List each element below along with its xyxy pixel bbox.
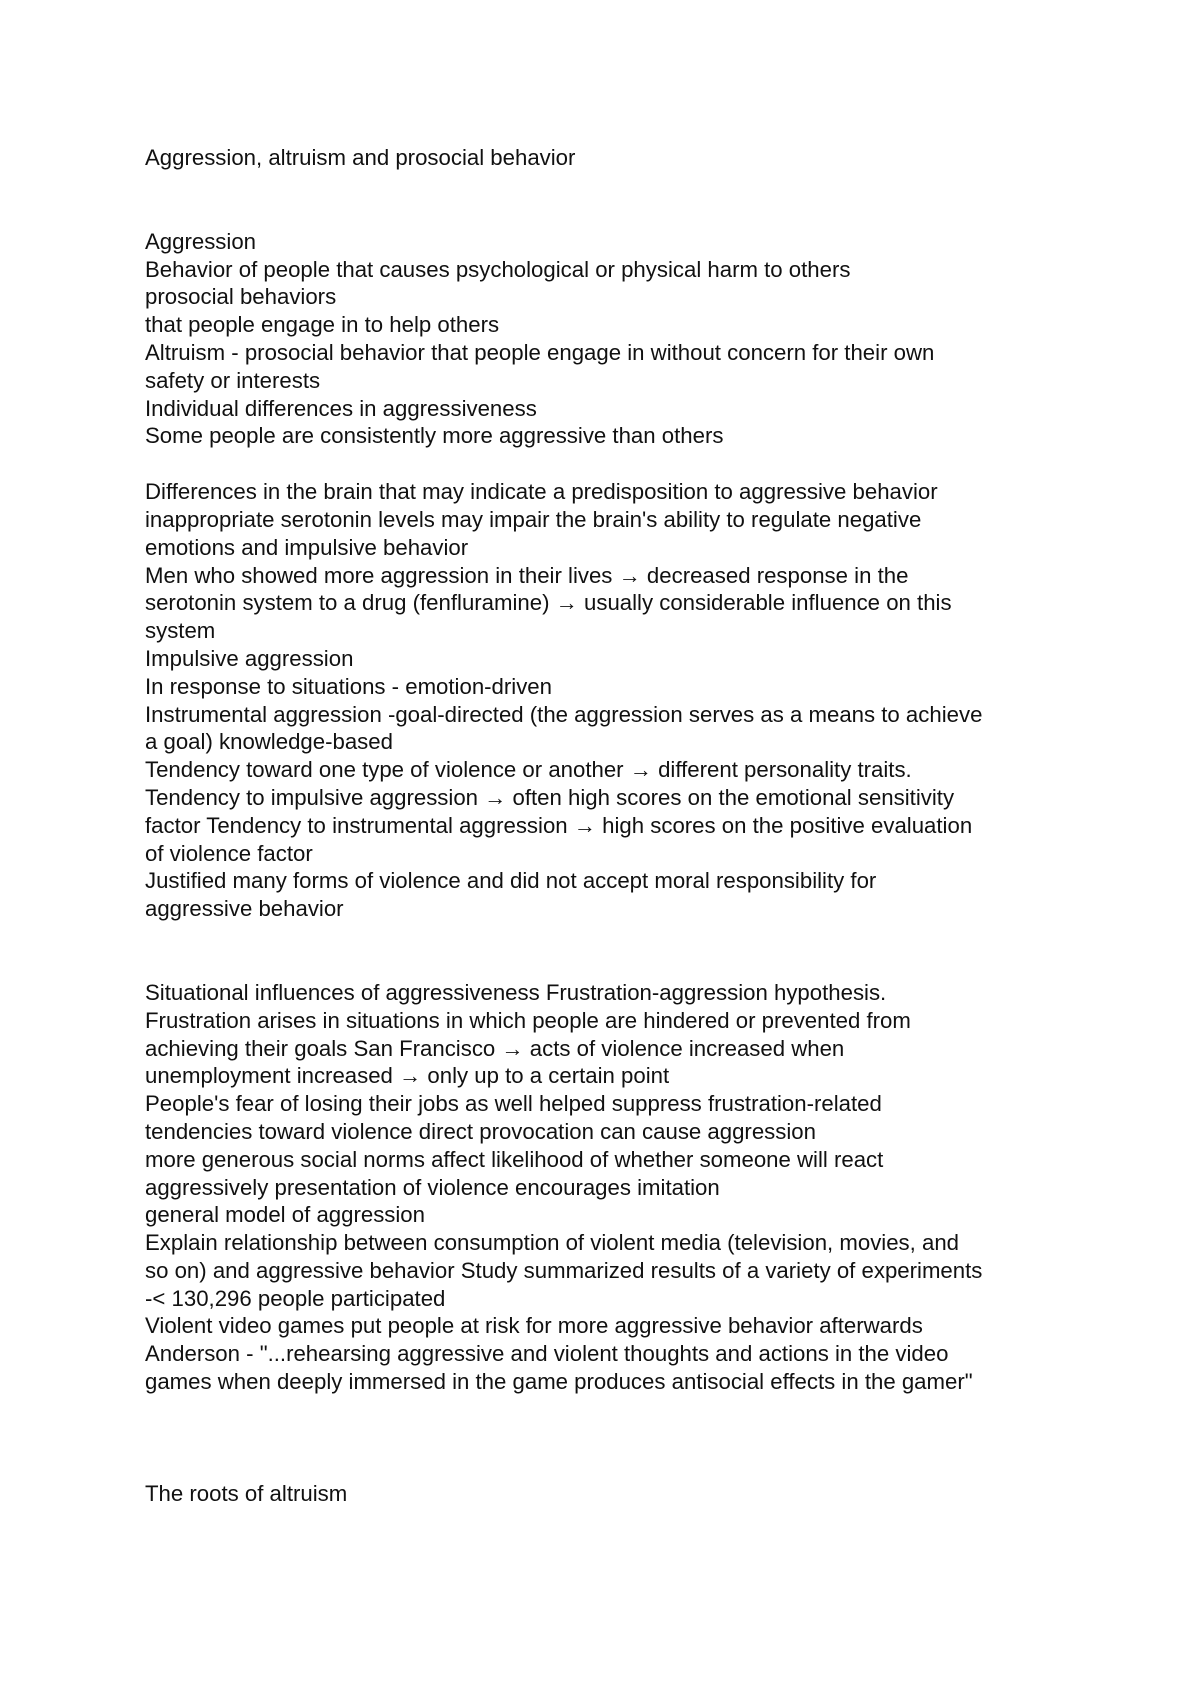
text-line: emotions and impulsive behavior bbox=[145, 534, 469, 560]
text-line: of violence factor bbox=[145, 840, 313, 866]
document-title: Aggression, altruism and prosocial behavior bbox=[145, 145, 576, 170]
text-line: aggressively presentation of violence encourages imitation bbox=[145, 1174, 720, 1200]
text-line: general model of aggression bbox=[145, 1202, 425, 1228]
text-line: Individual differences in aggressiveness bbox=[145, 395, 537, 421]
text-line: Instrumental aggression -goal-directed (the aggression serves as a means to achieve bbox=[145, 701, 983, 727]
text-line: Altruism - prosocial behavior that people engage in without concern for their own bbox=[145, 339, 935, 365]
text-line: Tendency toward one type of violence or another → different personality traits. bbox=[145, 757, 912, 783]
text-line: Differences in the brain that may indicate a predisposition to aggressive behavior bbox=[145, 479, 938, 505]
text-line: factor Tendency to instrumental aggression → high scores on the positive evaluation bbox=[145, 812, 973, 838]
text-line: system bbox=[145, 618, 216, 644]
section-brain-differences bbox=[145, 478, 1080, 923]
text-line: achieving their goals San Francisco → acts of violence increased when bbox=[145, 1035, 845, 1061]
text-line: -< 130,296 people participated bbox=[145, 1285, 446, 1311]
text-line: so on) and aggressive behavior Study summarized results of a variety of experiments bbox=[145, 1257, 983, 1283]
text-line: Men who showed more aggression in their lives → decreased response in the bbox=[145, 562, 909, 588]
text-line: Tendency to impulsive aggression → often high scores on the emotional sensitivity bbox=[145, 784, 955, 810]
text-line: unemployment increased → only up to a certain point bbox=[145, 1063, 670, 1089]
text-line: tendencies toward violence direct provocation can cause aggression bbox=[145, 1118, 816, 1144]
text-line: that people engage in to help others bbox=[145, 312, 500, 338]
text-line: Some people are consistently more aggressive than others bbox=[145, 423, 724, 449]
text-line: games when deeply immersed in the game produces antisocial effects in the gamer" bbox=[145, 1369, 973, 1395]
text-line: Behavior of people that causes psychological or physical harm to others bbox=[145, 256, 851, 282]
text-line: aggressive behavior bbox=[145, 896, 344, 922]
text-line: Situational influences of aggressiveness Frustration-aggression hypothesis. bbox=[145, 979, 887, 1005]
text-line: Violent video games put people at risk for more aggressive behavior afterwards bbox=[145, 1313, 923, 1339]
text-line: Frustration arises in situations in which people are hindered or prevented from bbox=[145, 1007, 911, 1033]
text-line: People's fear of losing their jobs as well helped suppress frustration-related bbox=[145, 1091, 882, 1117]
text-line: Impulsive aggression bbox=[145, 645, 354, 671]
text-line: a goal) knowledge-based bbox=[145, 729, 393, 755]
text-line: more generous social norms affect likelihood of whether someone will react bbox=[145, 1146, 884, 1172]
spacer bbox=[145, 1396, 1080, 1480]
text-line: safety or interests bbox=[145, 367, 321, 393]
document-body bbox=[145, 144, 1080, 1508]
text-line: Anderson - "...rehearsing aggressive and violent thoughts and actions in the video bbox=[145, 1341, 949, 1367]
text-line: serotonin system to a drug (fenfluramine) → usually considerable influence on this bbox=[145, 590, 952, 616]
spacer bbox=[145, 923, 1080, 979]
text-line: prosocial behaviors bbox=[145, 284, 337, 310]
section-aggression-definitions bbox=[145, 228, 1080, 450]
section-heading-altruism: The roots of altruism bbox=[145, 1480, 348, 1506]
text-line: Aggression bbox=[145, 228, 257, 254]
text-line: inappropriate serotonin levels may impair the brain's ability to regulate negative bbox=[145, 506, 922, 532]
text-line: In response to situations - emotion-driven bbox=[145, 673, 552, 699]
section-situational-influences bbox=[145, 979, 1080, 1396]
spacer bbox=[145, 450, 1080, 478]
text-line: Explain relationship between consumption of violent media (television, movies, and bbox=[145, 1230, 959, 1256]
spacer bbox=[145, 172, 1080, 228]
text-line: Justified many forms of violence and did not accept moral responsibility for bbox=[145, 868, 877, 894]
